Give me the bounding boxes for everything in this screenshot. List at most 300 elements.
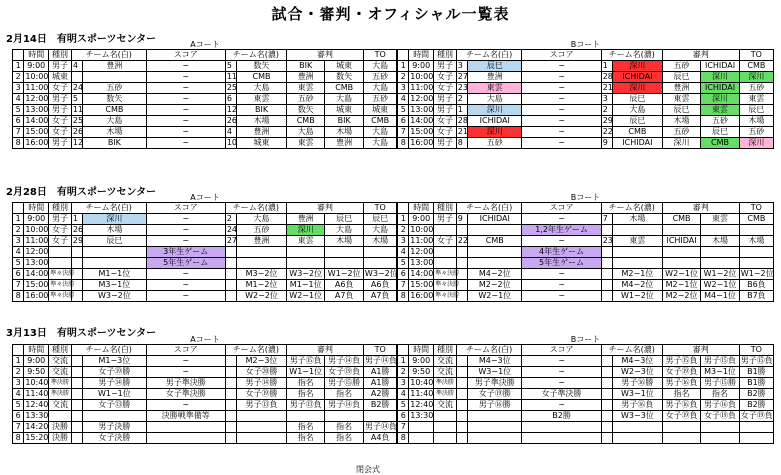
column-header: スコア <box>146 203 225 214</box>
table-cell: 男子 <box>49 94 72 105</box>
table-cell: 男子 <box>49 105 72 116</box>
table-cell: 男子⑬負 <box>286 400 324 411</box>
table-cell: 数矢 <box>83 94 146 105</box>
table-cell: CMB <box>468 236 522 247</box>
table-cell: 8 <box>397 433 408 444</box>
table-cell <box>468 258 522 269</box>
table-cell: M1−3位 <box>83 356 146 367</box>
table-cell <box>325 247 363 258</box>
table-cell: 女子 <box>49 236 72 247</box>
table-cell: 豊洲 <box>286 72 324 83</box>
column-header: TO <box>363 203 397 214</box>
table-cell: 男子 <box>434 138 457 149</box>
table-cell: 12 <box>226 105 238 114</box>
table-cell: 4 <box>71 61 82 72</box>
table-cell <box>363 411 397 422</box>
table-cell: − <box>146 356 225 367</box>
table-cell <box>613 258 663 269</box>
table-cell: 8 <box>13 138 24 149</box>
table-cell: − <box>146 291 225 302</box>
table-cell: M2−2位 <box>662 291 700 302</box>
table-cell: 交流 <box>434 400 457 411</box>
table-cell: 辰巳 <box>662 105 700 116</box>
table-cell <box>601 280 612 291</box>
table-cell: − <box>146 116 225 127</box>
table-cell: 8 <box>13 433 24 444</box>
table-cell: B7負 <box>739 291 773 302</box>
table-cell: 指名 <box>325 433 363 444</box>
table-cell: B1勝 <box>739 378 773 389</box>
table-cell: 11:00 <box>25 236 49 245</box>
court-b-label: Bコート <box>397 194 773 203</box>
table-cell: − <box>146 83 225 94</box>
table-cell: W1−2位 <box>613 291 663 302</box>
table-cell: 女子 <box>49 127 72 138</box>
table-cell <box>49 258 72 269</box>
column-header <box>13 345 24 356</box>
table-cell: 3 <box>456 61 467 72</box>
column-header: スコア <box>146 345 225 356</box>
table-cell: CMB <box>237 72 287 83</box>
table-cell: − <box>146 367 225 378</box>
table-cell: 五砂 <box>468 138 522 149</box>
table-cell: 3 <box>13 83 24 94</box>
table-cell: 11 <box>226 72 238 81</box>
table-cell <box>456 422 467 433</box>
table-cell <box>456 225 467 236</box>
table-cell: 5年生ゲーム <box>522 258 601 269</box>
table-cell: 指名 <box>286 378 324 389</box>
table-cell <box>601 400 612 411</box>
table-cell: 辰巳 <box>613 94 663 105</box>
table-cell <box>286 411 324 422</box>
table-cell <box>225 258 236 269</box>
table-cell: 辰巳 <box>325 214 363 225</box>
table-cell: 城東 <box>49 72 72 83</box>
table-cell: 9:00 <box>409 61 434 72</box>
table-cell: 東雲 <box>613 236 663 247</box>
table-row <box>13 116 774 127</box>
column-header <box>13 50 24 61</box>
table-cell: CMB <box>739 61 773 72</box>
table-row <box>13 356 774 367</box>
table-cell: 木場 <box>363 236 397 247</box>
table-cell <box>456 389 467 400</box>
table-cell: 女子⑲負 <box>662 411 700 422</box>
table-cell <box>701 258 739 269</box>
column-header <box>397 203 408 214</box>
table-cell: BIK <box>83 138 146 149</box>
table-cell: 男子⑮負 <box>662 356 700 367</box>
table-cell: W1−2位 <box>701 269 739 280</box>
table-cell <box>601 356 612 367</box>
table-cell: M4−3位 <box>613 356 663 367</box>
table-cell <box>739 422 773 433</box>
table-cell: 3 <box>601 94 612 105</box>
table-cell: 東雲 <box>237 94 287 105</box>
table-cell: 7 <box>13 280 24 291</box>
table-cell: 5 <box>13 400 24 411</box>
table-cell: 東雲 <box>468 83 522 94</box>
table-cell: 城東 <box>325 105 363 116</box>
table-cell <box>434 225 457 236</box>
table-cell: 深川 <box>468 127 522 138</box>
table-row <box>13 258 774 269</box>
table-cell: 9:00 <box>409 214 434 225</box>
table-row <box>13 378 774 389</box>
table-cell: CMB <box>83 105 146 116</box>
table-cell: W2−1位 <box>286 291 324 302</box>
table-cell: 5 <box>397 400 408 411</box>
table-cell: 9:50 <box>24 367 49 378</box>
table-cell: CMB <box>363 116 397 127</box>
table-cell <box>739 258 773 269</box>
table-cell: 指名 <box>325 389 363 400</box>
table-cell: 東雲 <box>286 236 324 247</box>
table-cell: 五砂 <box>363 94 397 105</box>
column-header <box>397 50 408 61</box>
schedule-table <box>12 41 774 149</box>
table-cell: 指名 <box>286 422 324 433</box>
table-cell: M4−2位 <box>468 269 522 280</box>
column-header: 審判 <box>662 50 739 61</box>
table-cell: 大島 <box>83 116 146 127</box>
table-cell: − <box>522 236 601 247</box>
table-cell: 男子⑮勝 <box>325 378 363 389</box>
column-header: 時間 <box>409 203 434 214</box>
table-cell: 14:00 <box>25 269 49 278</box>
table-cell: 16:00 <box>410 138 434 147</box>
table-cell: A7負 <box>325 291 363 302</box>
table-cell: ICHIDAI <box>613 72 663 83</box>
table-cell: 4 <box>397 247 408 258</box>
table-cell: 24 <box>72 83 84 92</box>
table-cell: 女子 <box>434 127 457 138</box>
table-cell: 1 <box>601 61 612 72</box>
table-cell: 11:00 <box>410 83 434 92</box>
column-header: 審判 <box>662 345 739 356</box>
table-cell: − <box>146 236 225 247</box>
table-cell: 準々決勝 <box>434 291 457 302</box>
table-cell: W3−2位 <box>364 269 398 278</box>
table-cell: 女子⑲負 <box>740 411 773 420</box>
table-cell: B2勝 <box>739 389 773 400</box>
table-cell: 深川 <box>286 225 324 236</box>
table-cell: 大島 <box>237 214 287 225</box>
table-cell: 準々決勝 <box>49 280 72 291</box>
table-cell: 決勝 <box>49 433 72 444</box>
table-cell: 女子 <box>434 116 457 127</box>
schedule-table <box>12 194 774 302</box>
table-cell: 女子 <box>434 72 457 83</box>
table-cell: 大島 <box>325 94 363 105</box>
table-cell: 東雲 <box>739 94 773 105</box>
table-cell: B2勝 <box>739 400 773 411</box>
table-cell <box>83 411 146 422</box>
table-cell <box>225 433 236 444</box>
table-cell: 7 <box>397 280 408 291</box>
schedule-table <box>12 336 774 444</box>
table-cell <box>237 247 287 258</box>
table-row <box>13 280 774 291</box>
table-cell <box>601 258 612 269</box>
table-cell: 木場 <box>237 116 287 127</box>
table-cell: 3 <box>397 83 408 94</box>
table-cell: 4 <box>397 389 408 400</box>
column-header: スコア <box>146 50 225 61</box>
section-title: 2月14日 有明スポーツセンター <box>6 34 157 45</box>
table-cell <box>225 247 236 258</box>
table-cell: 2 <box>13 72 24 83</box>
table-cell: 3 <box>397 378 408 389</box>
table-cell: 11:00 <box>25 83 49 92</box>
table-cell: 五砂 <box>662 61 700 72</box>
table-cell <box>146 422 225 433</box>
table-cell: 男子⑯勝 <box>613 378 663 389</box>
column-header: チーム名(白) <box>456 203 522 214</box>
column-header: チーム名(濃) <box>225 203 286 214</box>
table-cell: 14:20 <box>25 422 49 431</box>
table-cell: BIK <box>237 105 287 116</box>
table-cell: 男子⑭負 <box>325 400 363 411</box>
table-cell: 26 <box>226 116 238 125</box>
table-cell: − <box>146 269 225 280</box>
table-cell: 大島 <box>363 127 397 138</box>
table-cell: 5 <box>225 61 236 72</box>
table-cell: 2 <box>397 72 408 83</box>
table-cell <box>601 389 612 400</box>
table-cell <box>456 400 467 411</box>
table-cell: 12:40 <box>25 400 49 409</box>
table-cell: − <box>522 61 601 72</box>
table-cell: M3−2位 <box>237 269 287 280</box>
table-cell <box>522 433 601 444</box>
table-cell: 大島 <box>363 225 397 236</box>
table-cell: 7 <box>13 422 24 433</box>
table-cell: 女子⑳勝 <box>237 367 287 378</box>
table-cell: 準々決勝 <box>434 280 457 291</box>
table-cell: 大島 <box>363 138 397 149</box>
table-cell: M1−1位 <box>83 269 146 280</box>
table-cell: 辰巳 <box>613 116 663 127</box>
table-cell: 東雲 <box>662 94 700 105</box>
table-cell: 8 <box>13 291 24 302</box>
table-cell: B2勝 <box>522 411 601 422</box>
page-title: 試合・審判・オフィシャル一覧表 <box>271 5 510 23</box>
table-cell: W3−2位 <box>83 291 146 302</box>
table-cell: B2勝 <box>363 400 397 411</box>
table-cell <box>662 247 700 258</box>
column-header: 審判 <box>662 203 739 214</box>
table-cell: M2−3位 <box>237 356 287 367</box>
table-cell: 豊洲 <box>83 61 146 72</box>
table-cell: CMB <box>613 127 663 138</box>
table-cell: 豊洲 <box>325 138 363 149</box>
table-cell: ICHIDAI <box>701 83 739 94</box>
table-cell: 男子⑮勝 <box>701 378 739 389</box>
table-cell: 男子準決勝 <box>468 378 522 389</box>
table-cell: − <box>146 214 225 225</box>
table-cell <box>71 411 82 422</box>
table-cell: B1勝 <box>739 367 773 378</box>
column-header: 時間 <box>24 345 49 356</box>
table-cell: 1 <box>397 214 408 225</box>
table-cell: 大島 <box>468 94 522 105</box>
table-cell: CMB <box>662 214 700 225</box>
table-cell: 深川 <box>613 83 663 94</box>
table-cell: 14:00 <box>410 116 434 125</box>
table-cell <box>613 433 663 444</box>
table-cell <box>71 72 82 83</box>
table-cell <box>522 422 601 433</box>
table-cell <box>225 356 236 367</box>
court-a-label: Aコート <box>13 194 398 203</box>
table-cell: 男子⑭負 <box>364 356 397 365</box>
table-cell: 3 <box>13 378 24 389</box>
table-cell: 13:30 <box>410 411 434 420</box>
table-cell: 5 <box>397 105 408 116</box>
table-cell <box>225 280 236 291</box>
table-row <box>13 61 774 72</box>
table-row <box>13 72 774 83</box>
table-cell <box>601 225 612 236</box>
table-cell: 9 <box>456 214 467 225</box>
table-cell: W2−1位 <box>662 269 700 280</box>
table-row <box>13 127 774 138</box>
column-header: チーム名(濃) <box>601 50 662 61</box>
table-cell: 8 <box>456 138 467 149</box>
table-cell: 男子 <box>434 214 457 225</box>
table-cell: 女子準決勝 <box>522 389 601 400</box>
table-cell: ICHIDAI <box>468 214 522 225</box>
table-row <box>13 422 774 433</box>
table-cell: 4 <box>397 94 408 105</box>
table-cell: 木場 <box>325 236 363 247</box>
table-cell: 交流 <box>49 367 72 378</box>
table-cell: 辰巳 <box>363 214 397 225</box>
table-cell: W3−3位 <box>613 411 663 422</box>
column-header: 種別 <box>49 345 72 356</box>
table-cell: 16:00 <box>410 291 434 300</box>
column-header: TO <box>363 345 397 356</box>
table-cell: 9:00 <box>24 61 49 72</box>
table-cell: B6負 <box>739 280 773 291</box>
table-cell: 五砂 <box>286 94 324 105</box>
table-cell: 12:00 <box>410 94 434 103</box>
table-cell: 26 <box>72 225 84 234</box>
table-cell <box>613 247 663 258</box>
table-cell <box>456 247 467 258</box>
table-cell: 東雲 <box>286 138 324 149</box>
table-cell <box>468 422 522 433</box>
table-cell: 5 <box>397 258 408 269</box>
table-cell: 10:40 <box>410 378 434 387</box>
column-header: 時間 <box>409 50 434 61</box>
table-cell: 五砂 <box>363 72 397 83</box>
table-cell: − <box>146 72 225 83</box>
court-b-label: Bコート <box>397 336 773 345</box>
table-cell: M1−2位 <box>237 280 287 291</box>
table-cell <box>71 258 82 269</box>
table-cell: 男子⑮負 <box>701 356 739 367</box>
table-cell <box>146 433 225 444</box>
table-cell: − <box>522 83 601 94</box>
table-cell: ICHIDAI <box>701 61 739 72</box>
column-header: 審判 <box>286 203 363 214</box>
table-cell: 東雲 <box>701 214 739 225</box>
table-cell: 大島 <box>286 127 324 138</box>
table-cell: 女子決勝 <box>83 433 146 444</box>
column-header: TO <box>363 50 397 61</box>
table-cell: 交流 <box>434 367 457 378</box>
table-cell <box>71 389 82 400</box>
table-cell: 女子 <box>49 225 72 236</box>
table-cell: 深川 <box>701 94 739 105</box>
table-cell: 女子 <box>434 236 457 247</box>
table-cell <box>468 247 522 258</box>
table-cell: 13:00 <box>25 105 49 114</box>
table-cell <box>662 258 700 269</box>
table-cell: 11 <box>72 105 84 114</box>
table-cell: 女子 <box>434 83 457 94</box>
table-cell: 6 <box>13 269 24 280</box>
table-cell: 6 <box>13 411 24 422</box>
table-cell <box>701 247 739 258</box>
table-cell: 男子⑭勝 <box>83 378 146 389</box>
table-cell: 男子⑭負 <box>325 356 363 367</box>
table-cell: − <box>522 72 601 83</box>
table-cell: M3−1位 <box>701 367 739 378</box>
table-cell <box>237 422 287 433</box>
column-header: TO <box>739 203 773 214</box>
table-cell <box>286 247 324 258</box>
column-header: チーム名(濃) <box>601 345 662 356</box>
table-cell <box>434 411 457 422</box>
table-cell: 準決勝 <box>434 378 457 389</box>
column-header: チーム名(濃) <box>601 203 662 214</box>
table-cell: 15:20 <box>25 433 49 442</box>
table-cell <box>71 400 82 411</box>
table-cell <box>434 258 457 269</box>
table-cell <box>739 433 773 444</box>
table-cell: 男子⑭負 <box>364 422 397 431</box>
table-cell: 城東 <box>363 105 397 116</box>
table-cell: 女子⑲負 <box>662 367 700 378</box>
table-cell: 女子⑲負 <box>701 411 739 422</box>
table-cell: − <box>146 138 225 149</box>
court-b-label: Bコート <box>397 41 773 50</box>
table-cell <box>225 378 236 389</box>
table-cell: 辰巳 <box>739 105 773 116</box>
table-cell: 29 <box>602 116 613 125</box>
table-cell: − <box>522 269 601 280</box>
table-cell <box>71 367 82 378</box>
table-cell: M4−2位 <box>613 280 663 291</box>
table-cell: M2−1位 <box>613 269 663 280</box>
table-cell: 6 <box>225 94 236 105</box>
table-cell <box>468 225 522 236</box>
table-cell: 男子⑭勝 <box>237 378 287 389</box>
table-cell <box>601 433 612 444</box>
table-cell: 深川 <box>613 61 663 72</box>
table-cell: W2−3位 <box>613 367 663 378</box>
column-header: 種別 <box>49 203 72 214</box>
table-cell: − <box>522 127 601 138</box>
table-cell <box>601 291 612 302</box>
table-cell: 大島 <box>363 61 397 72</box>
court-a-label: Aコート <box>13 336 398 345</box>
table-cell: 大島 <box>325 225 363 236</box>
